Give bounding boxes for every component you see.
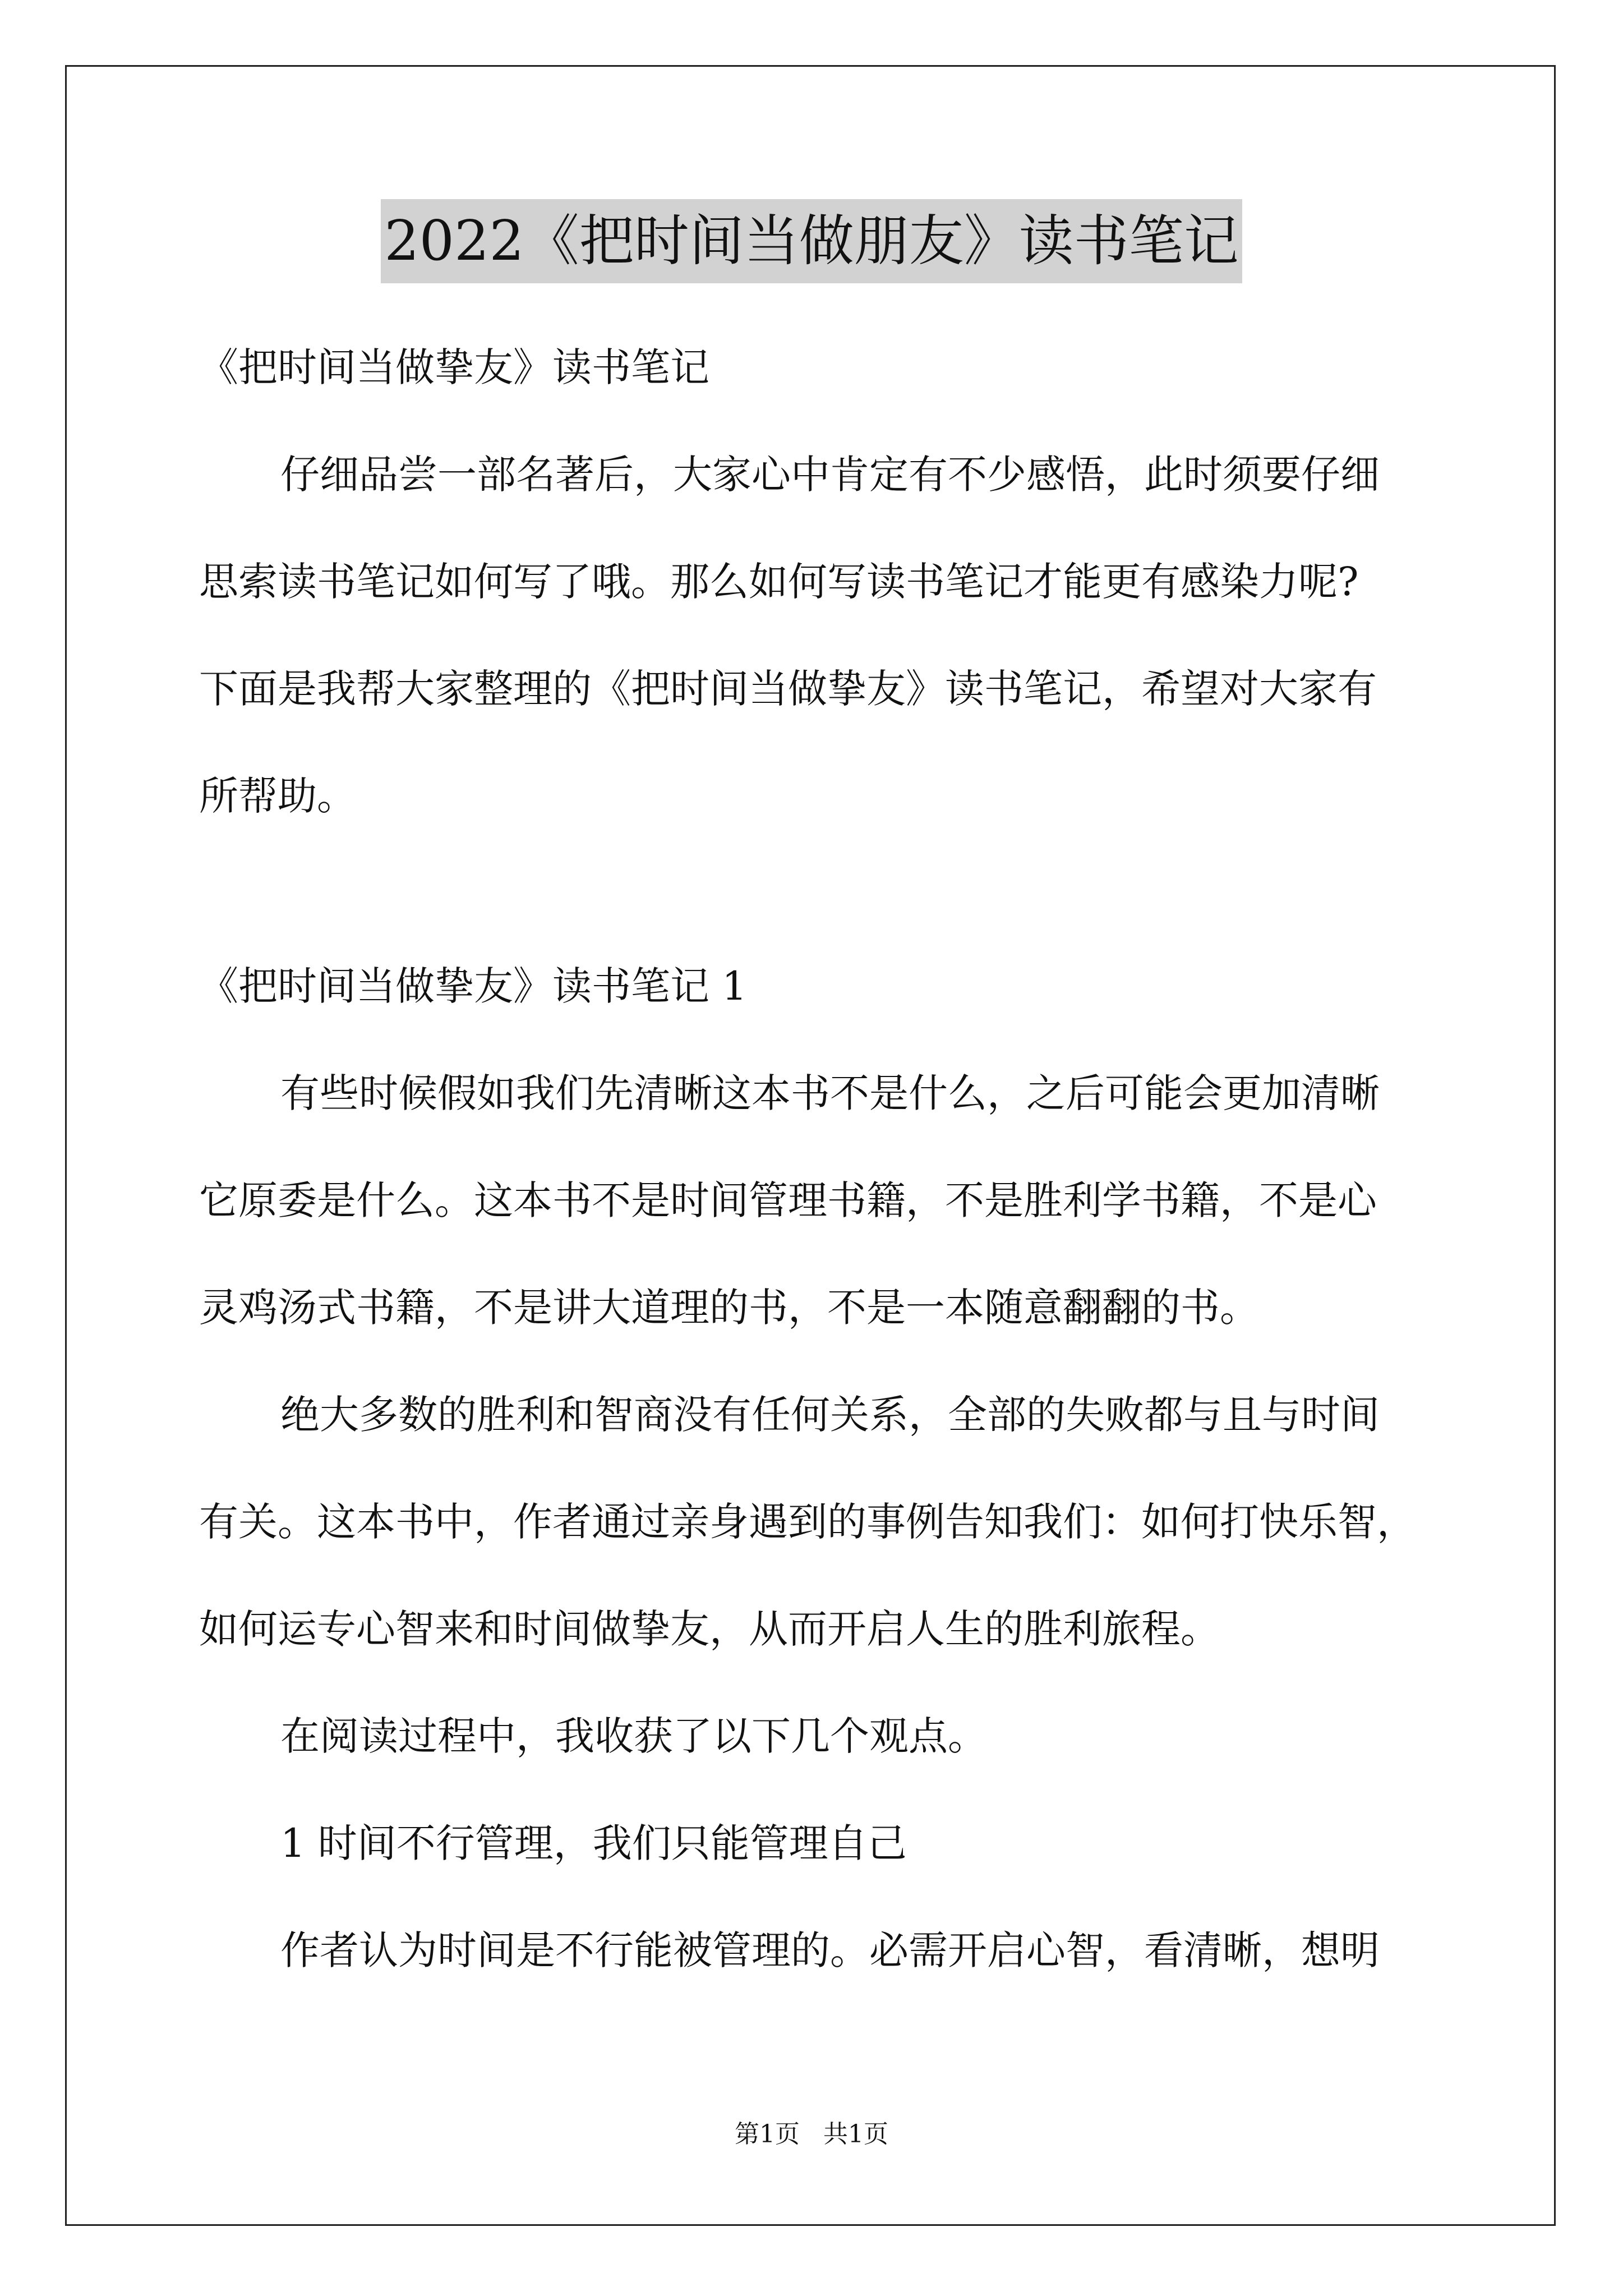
- title-container: [0, 199, 1623, 283]
- document-title: 2022《把时间当做朋友》读书笔记: [381, 199, 1242, 283]
- paragraph-line: 下面是我帮大家整理的《把时间当做挚友》读书笔记，希望对大家有: [199, 666, 1377, 712]
- paragraph-line: 绝大多数的胜利和智商没有任何关系，全部的失败都与且与时间: [280, 1392, 1380, 1438]
- section-heading-intro: 《把时间当做挚友》读书笔记: [199, 344, 709, 390]
- page-number: 第1页: [735, 2120, 800, 2148]
- paragraph-line: 有关。这本书中，作者通过亲身遇到的事例告知我们：如何打快乐智，: [199, 1499, 1416, 1545]
- paragraph-line: 它原委是什么。这本书不是时间管理书籍，不是胜利学书籍，不是心: [199, 1177, 1377, 1223]
- paragraph-line: 如何运专心智来和时间做挚友，从而开启人生的胜利旅程。: [199, 1606, 1220, 1652]
- paragraph-line: 灵鸡汤式书籍，不是讲大道理的书，不是一本随意翻翻的书。: [199, 1285, 1259, 1331]
- page-total: 共1页: [823, 2120, 888, 2148]
- numbered-point: 1 时间不行管理，我们只能管理自己: [280, 1820, 907, 1866]
- paragraph-line: 作者认为时间是不行能被管理的。必需开启心智，看清晰，想明: [280, 1927, 1380, 1973]
- paragraph-line: 在阅读过程中，我收获了以下几个观点。: [280, 1713, 987, 1759]
- paragraph-line: 思索读书笔记如何写了哦。那么如何写读书笔记才能更有感染力呢?: [199, 559, 1359, 605]
- page-footer: [0, 2118, 1623, 2151]
- paragraph-line: 有些时候假如我们先清晰这本书不是什么，之后可能会更加清晰: [280, 1070, 1380, 1116]
- section-heading-1: 《把时间当做挚友》读书笔记 1: [199, 963, 747, 1009]
- paragraph-line: 所帮助。: [199, 773, 356, 819]
- paragraph-line: 仔细品尝一部名著后，大家心中肯定有不少感悟，此时须要仔细: [280, 452, 1380, 498]
